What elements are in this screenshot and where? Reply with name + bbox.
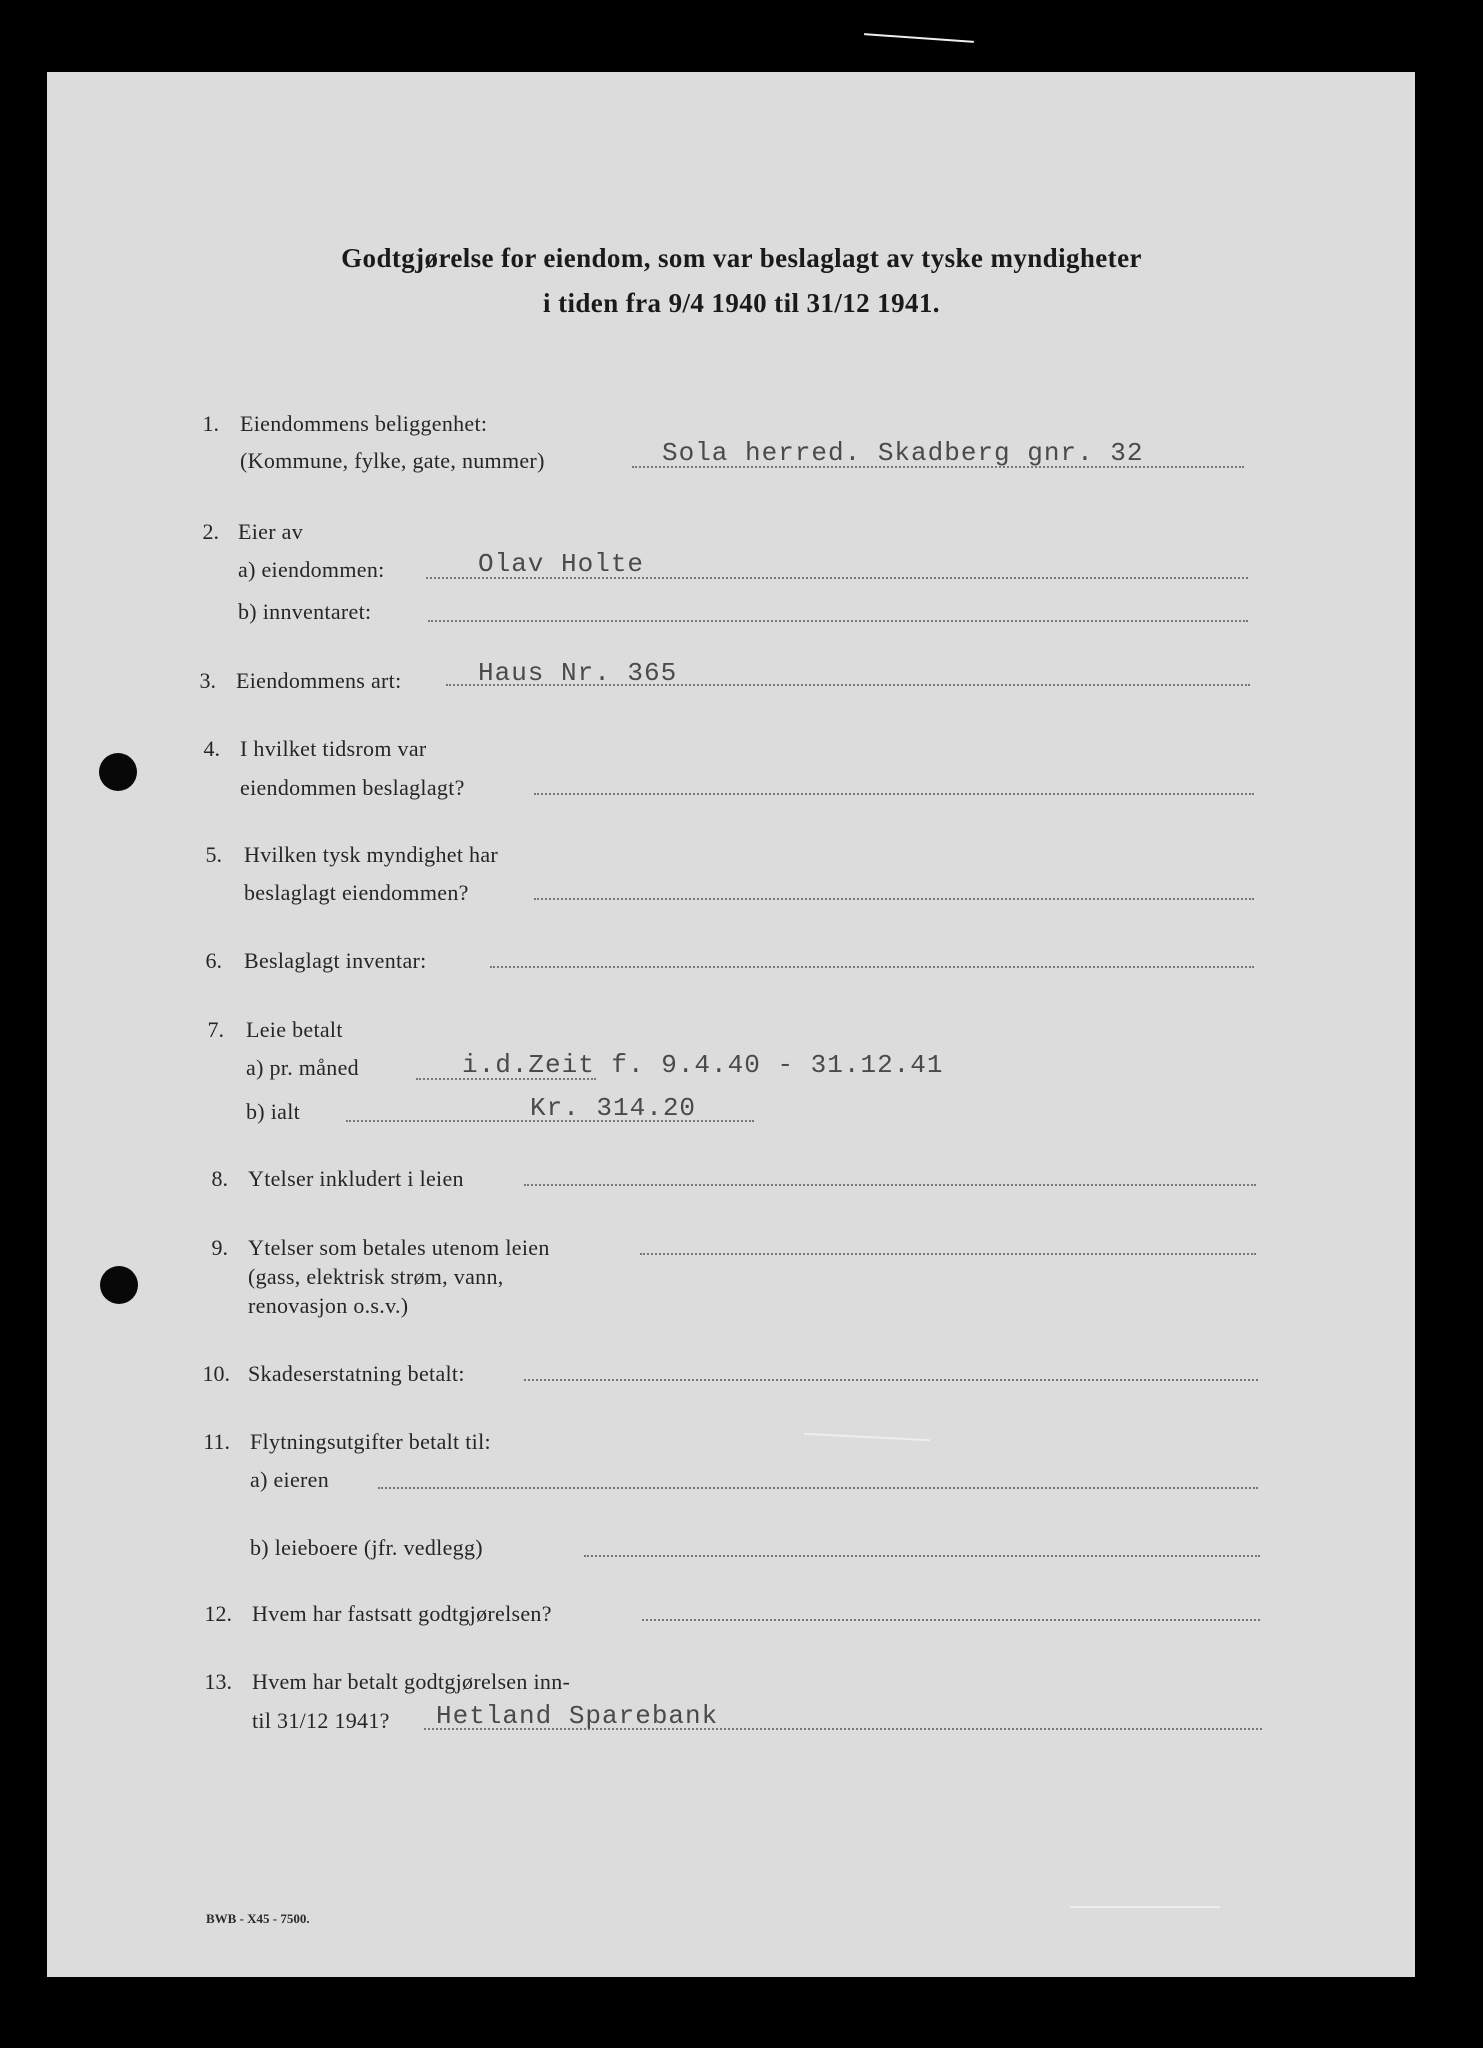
form-print-code: BWB - X45 - 7500. — [206, 1911, 310, 1926]
item-4-number: 4. — [203, 736, 220, 761]
item-8-line — [524, 1184, 1256, 1186]
item-11a-label: a) eieren — [250, 1467, 330, 1492]
item-6-number: 6. — [205, 948, 222, 973]
item-13-value[interactable]: Hetland Sparebank — [436, 1701, 719, 1731]
item-9-label: Ytelser som betales utenom leien — [248, 1235, 550, 1260]
item-9-line — [640, 1253, 1256, 1255]
item-3-label: Eiendommens art: — [236, 668, 402, 693]
item-5-line — [534, 898, 1254, 900]
item-12-line — [642, 1619, 1260, 1621]
item-7b-value[interactable]: Kr. 314.20 — [530, 1093, 697, 1123]
item-2b-label: b) innventaret: — [238, 599, 372, 624]
item-5-number: 5. — [205, 842, 222, 867]
item-3-value[interactable]: Haus Nr. 365 — [478, 658, 678, 688]
item-9-number: 9. — [211, 1235, 228, 1260]
item-1-label: Eiendommens beliggenhet: — [240, 411, 488, 436]
item-13-number: 13. — [204, 1669, 232, 1694]
item-1-value[interactable]: Sola herred. Skadberg gnr. 32 — [662, 438, 1144, 468]
item-6-line — [490, 966, 1254, 968]
form-title-line-1: Godtgjørelse for eiendom, som var beslaglagt av tyske myndigheter — [341, 243, 1142, 273]
item-5-label: Hvilken tysk myndighet har — [244, 842, 499, 867]
item-11a-line — [378, 1487, 1258, 1489]
item-4-line — [534, 793, 1254, 795]
form-title-line-2: i tiden fra 9/4 1940 til 31/12 1941. — [543, 288, 940, 318]
item-2b-line — [428, 620, 1248, 622]
item-11b-label: b) leieboere (jfr. vedlegg) — [250, 1535, 483, 1560]
item-2a-value[interactable]: Olav Holte — [478, 549, 645, 579]
item-7a-label: a) pr. måned — [246, 1055, 359, 1080]
item-9-sublabel-2: renovasjon o.s.v.) — [248, 1293, 409, 1318]
item-11-number: 11. — [203, 1429, 230, 1454]
item-13-sublabel: til 31/12 1941? — [252, 1708, 390, 1733]
item-12-number: 12. — [204, 1601, 232, 1626]
item-4-label: I hvilket tidsrom var — [240, 736, 427, 761]
item-13-label: Hvem har betalt godtgjørelsen inn- — [252, 1669, 571, 1694]
item-10-line — [524, 1379, 1258, 1381]
item-1-sublabel: (Kommune, fylke, gate, nummer) — [240, 448, 545, 473]
item-7-number: 7. — [207, 1017, 224, 1042]
item-12-label: Hvem har fastsatt godtgjørelsen? — [252, 1601, 552, 1626]
item-8-label: Ytelser inkludert i leien — [248, 1166, 464, 1191]
item-5-sublabel: beslaglagt eiendommen? — [244, 880, 469, 905]
item-9-sublabel-1: (gass, elektrisk strøm, vann, — [248, 1264, 504, 1289]
punch-hole-top — [99, 753, 137, 791]
item-6-label: Beslaglagt inventar: — [244, 948, 427, 973]
item-7a-value[interactable]: i.d.Zeit f. 9.4.40 - 31.12.41 — [462, 1050, 944, 1080]
item-11b-line — [584, 1555, 1260, 1557]
item-7-label: Leie betalt — [246, 1017, 343, 1042]
item-2-label: Eier av — [238, 519, 304, 544]
item-1-number: 1. — [202, 411, 219, 436]
item-11-label: Flytningsutgifter betalt til: — [250, 1429, 491, 1454]
item-10-number: 10. — [202, 1361, 230, 1386]
punch-hole-bottom — [100, 1266, 138, 1304]
item-8-number: 8. — [211, 1166, 228, 1191]
item-4-sublabel: eiendommen beslaglagt? — [240, 775, 465, 800]
scan-scratch — [1070, 1906, 1220, 1908]
scan-scratch — [864, 33, 974, 43]
item-10-label: Skadeserstatning betalt: — [248, 1361, 465, 1386]
item-3-number: 3. — [199, 668, 216, 693]
item-2-number: 2. — [202, 519, 219, 544]
item-7b-label: b) ialt — [246, 1099, 301, 1124]
item-2a-label: a) eiendommen: — [238, 557, 385, 582]
